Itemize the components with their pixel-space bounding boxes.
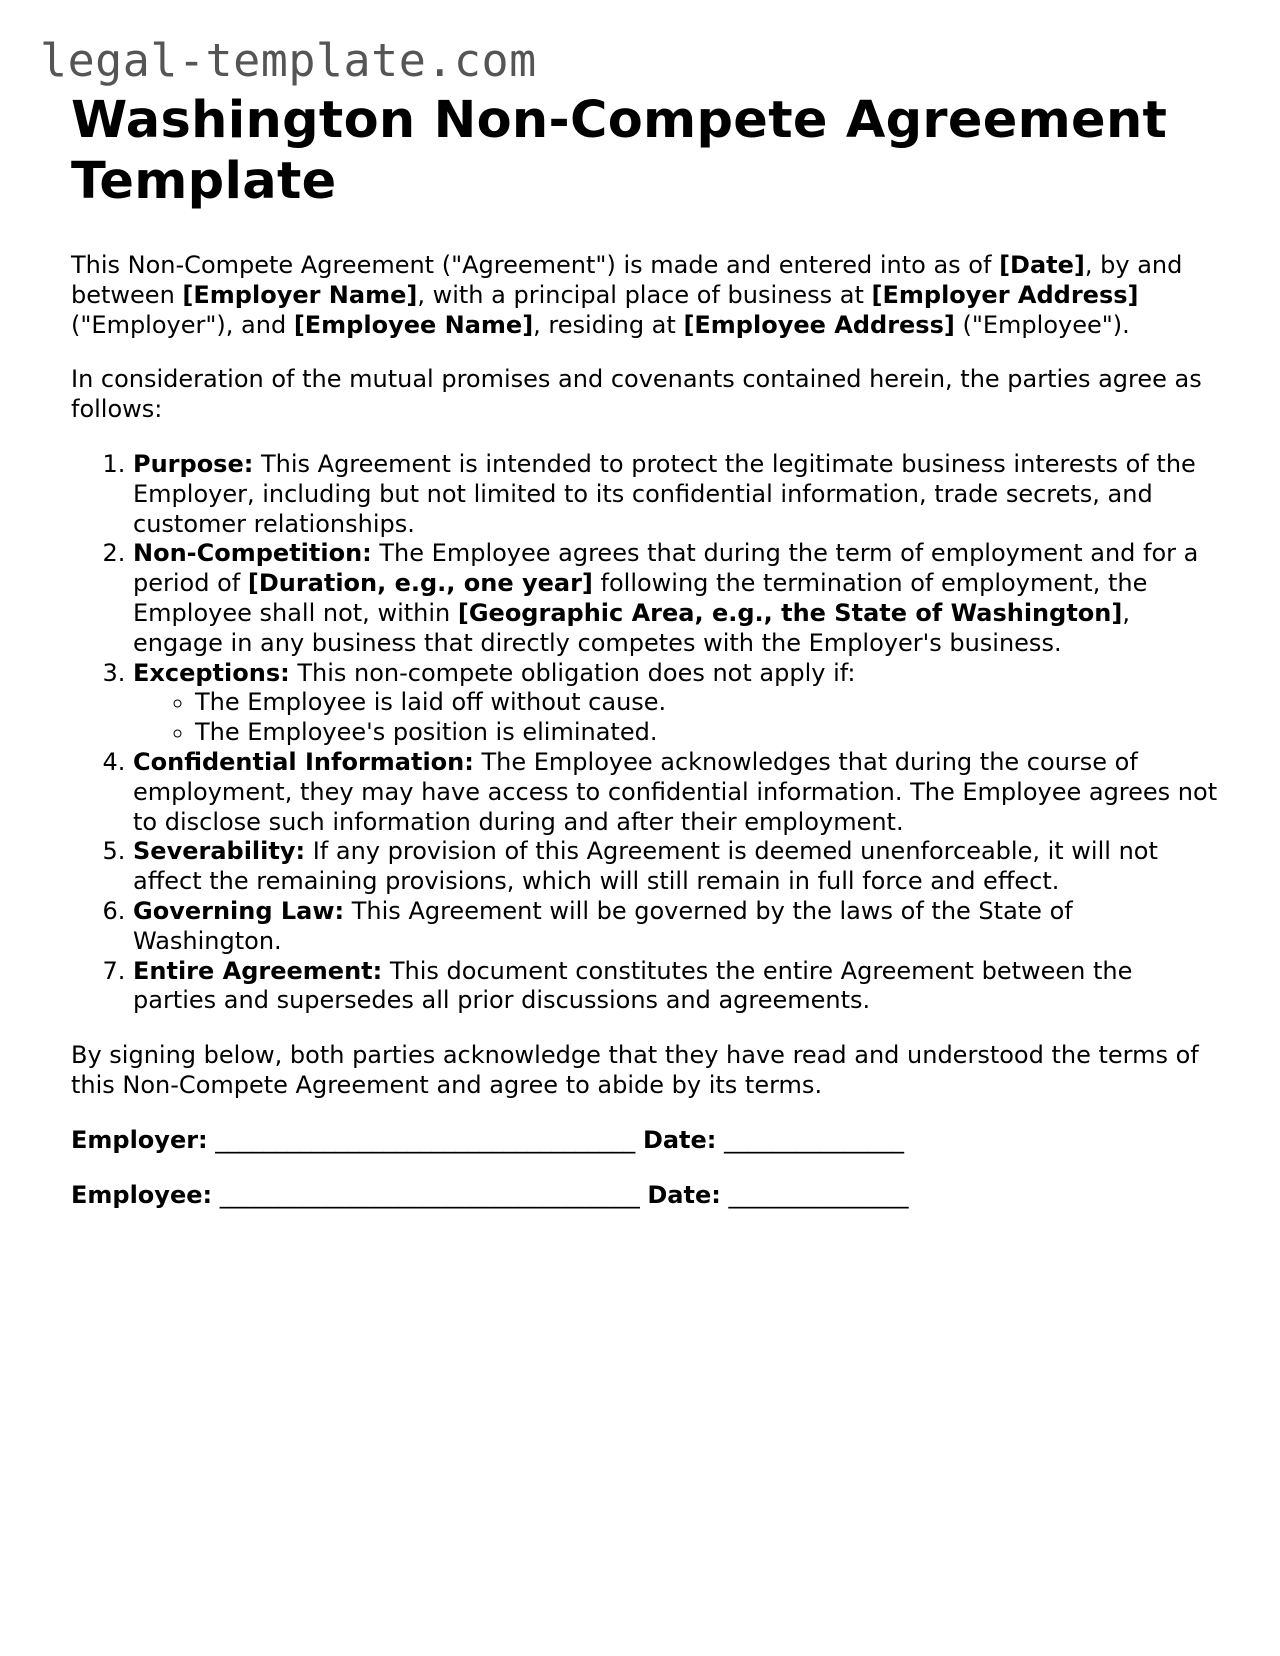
clause-text: following the termination of employment, the Employee shall not, within <box>133 569 1148 627</box>
closing-paragraph: By signing below, both parties acknowledge that they have read and understood the terms of this Non-Compete Agreement and agree to abide by its terms. <box>71 1041 1199 1099</box>
employer-label: Employer: <box>71 1125 208 1154</box>
employer-signature-line: ___________________________________ <box>215 1125 636 1154</box>
clause-heading: Exceptions: <box>133 658 290 687</box>
intro-text: , by and between <box>71 251 1183 309</box>
employee-label: Employee: <box>71 1180 213 1209</box>
employer-address-placeholder: [Employer Address] <box>871 280 1139 309</box>
clause-heading: Confidential Information: <box>133 747 474 776</box>
employee-date-line: _______________ <box>728 1180 909 1209</box>
exception-item: ◦ The Employee's position is eliminated. <box>195 718 1221 748</box>
employee-name-placeholder: [Employee Name] <box>293 310 534 339</box>
clause-text: This non-compete obligation does not apply if: <box>289 658 856 687</box>
intro-text: ("Employee"). <box>954 310 1130 339</box>
clause-entire-agreement <box>133 957 1221 1017</box>
clause-text: This Agreement will be governed by the laws of the State of Washington. <box>133 896 1073 955</box>
clause-non-competition <box>133 539 1221 658</box>
employee-date-label: Date: <box>647 1180 721 1209</box>
intro-text: This Non-Compete Agreement ("Agreement") is made and entered into as of <box>71 251 1000 279</box>
employer-signature-row <box>71 1126 1221 1156</box>
employee-signature-line: ___________________________________ <box>219 1180 640 1209</box>
duration-placeholder: [Duration, e.g., one year] <box>247 569 593 598</box>
date-placeholder: [Date] <box>999 251 1085 279</box>
clause-text: The Employee acknowledges that during the course of employment, they may have access to confidential information. The Employee agrees not to disclose such information during and after their employment. <box>133 747 1218 836</box>
clause-heading: Non-Competition: <box>133 539 372 568</box>
clause-heading: Governing Law: <box>133 896 345 925</box>
clause-governing-law <box>133 897 1221 957</box>
clause-severability <box>133 837 1221 897</box>
document-title: Washington Non-Compete Agreement Template <box>71 91 1168 211</box>
clause-text: This Agreement is intended to protect the legitimate business interests of the Employer, including but not limited to its confidential information, trade secrets, and customer relationships. <box>133 449 1196 538</box>
intro-paragraph <box>71 251 1221 340</box>
employee-signature-row <box>71 1181 1221 1211</box>
clause-text: If any provision of this Agreement is deemed unenforceable, it will not affect the remaining provisions, which will still remain in full force and effect. <box>133 837 1158 896</box>
clause-text: This document constitutes the entire Agreement between the parties and supersedes all prior discussions and agreements. <box>133 956 1133 1015</box>
clause-confidential-information <box>133 748 1221 837</box>
exception-item: ◦ The Employee is laid off without cause. <box>195 688 1221 718</box>
employer-date-label: Date: <box>642 1125 717 1154</box>
intro-text: , residing at <box>533 310 684 339</box>
clause-heading: Entire Agreement: <box>133 956 383 985</box>
geographic-area-placeholder: [Geographic Area, e.g., the State of Washington] <box>457 598 1123 627</box>
intro-text: , with a principal place of business at <box>417 280 872 309</box>
consideration-paragraph: In consideration of the mutual promises and covenants contained herein, the parties agree as follows: <box>71 365 1202 424</box>
clause-list <box>71 450 1221 1016</box>
employer-name-placeholder: [Employer Name] <box>182 280 418 309</box>
clause-purpose <box>133 450 1221 539</box>
employee-address-placeholder: [Employee Address] <box>683 310 955 339</box>
exceptions-list <box>133 688 1221 748</box>
watermark-logo: legal-template.com <box>40 34 537 87</box>
document-page <box>71 90 1221 1210</box>
clause-text: , engage in any business that directly competes with the Employer's business. <box>133 598 1130 657</box>
clause-heading: Severability: <box>133 837 306 866</box>
employer-date-line: _______________ <box>724 1125 905 1154</box>
clause-exceptions <box>133 659 1221 748</box>
intro-text: ("Employer"), and <box>71 310 294 339</box>
clause-text: The Employee agrees that during the term of employment and for a period of <box>133 539 1199 598</box>
clause-heading: Purpose: <box>133 449 254 478</box>
